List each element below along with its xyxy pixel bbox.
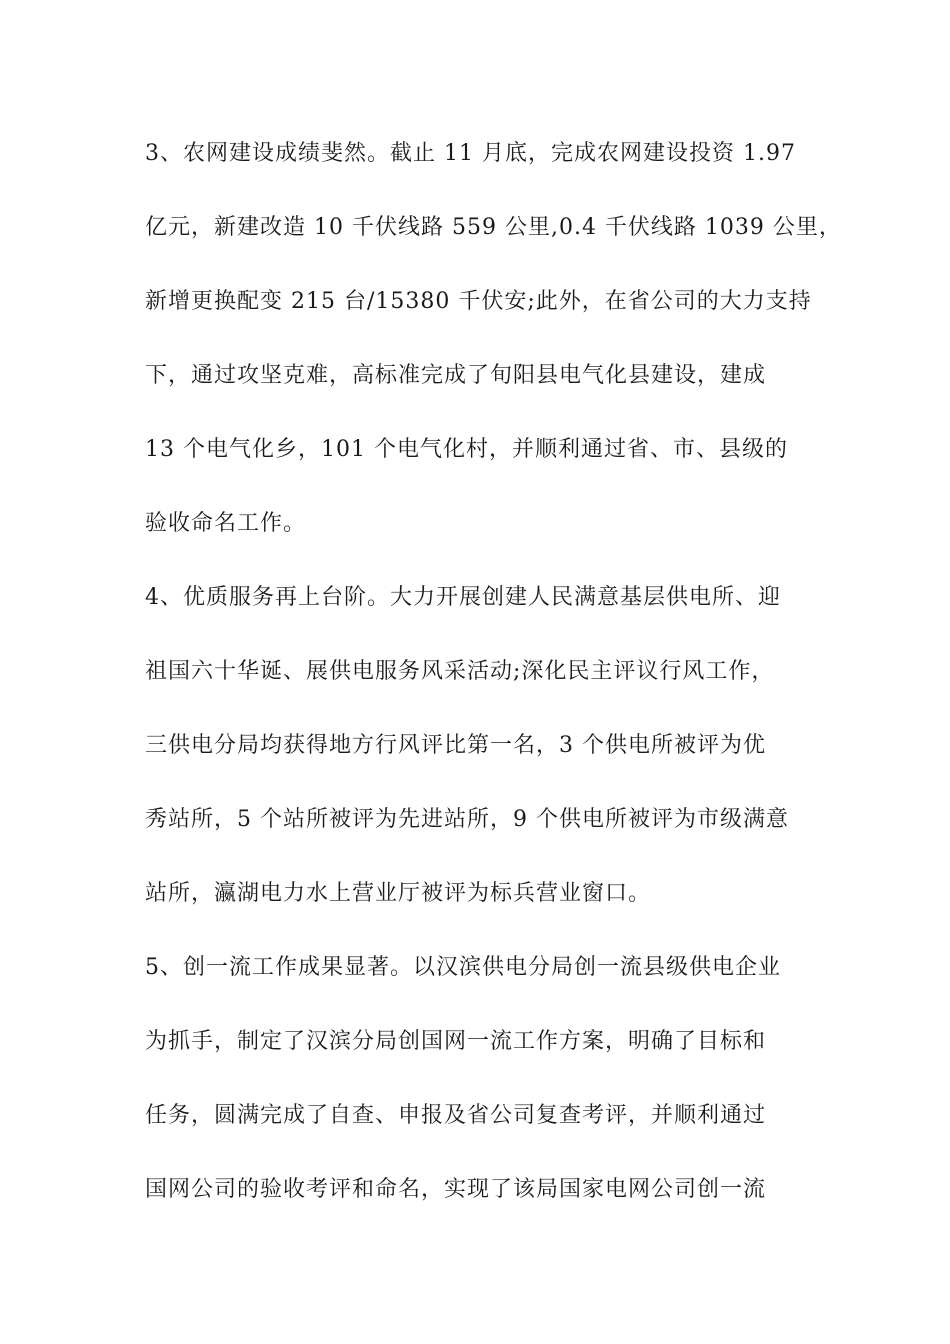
paragraph-line: 亿元，新建改造 10 千伏线路 559 公里,0.4 千伏线路 1039 公里， [145,215,842,240]
paragraph-line: 新增更换配变 215 台/15380 千伏安;此外，在省公司的大力支持 [145,289,812,314]
paragraph-line: 验收命名工作。 [145,511,307,536]
paragraph-line: 13 个电气化乡，101 个电气化村，并顺利通过省、市、县级的 [145,437,788,462]
paragraph-line: 下，通过攻坚克难，高标准完成了旬阳县电气化县建设，建成 [145,363,767,388]
paragraph-line: 3、农网建设成绩斐然。截止 11 月底，完成农网建设投资 1.97 [145,141,796,166]
paragraph-line: 三供电分局均获得地方行风评比第一名，3 个供电所被评为优 [145,733,766,758]
paragraph-line: 为抓手，制定了汉滨分局创国网一流工作方案，明确了目标和 [145,1029,767,1054]
document-body [145,128,842,1238]
paragraph-line: 秀站所，5 个站所被评为先进站所，9 个供电所被评为市级满意 [145,807,789,832]
paragraph-line: 祖国六十华诞、展供电服务风采活动;深化民主评议行风工作， [145,659,775,684]
paragraph-line: 4、优质服务再上台阶。大力开展创建人民满意基层供电所、迎 [145,585,781,610]
paragraph-line: 国网公司的验收考评和命名，实现了该局国家电网公司创一流 [145,1177,767,1202]
paragraph-line: 站所，瀛湖电力水上营业厅被评为标兵营业窗口。 [145,881,652,906]
paragraph-4 [145,572,815,942]
paragraph-5 [145,942,815,1238]
paragraph-3 [145,128,842,572]
paragraph-line: 任务，圆满完成了自查、申报及省公司复查考评，并顺利通过 [145,1103,767,1128]
paragraph-line: 5、创一流工作成果显著。以汉滨供电分局创一流县级供电企业 [145,955,781,980]
